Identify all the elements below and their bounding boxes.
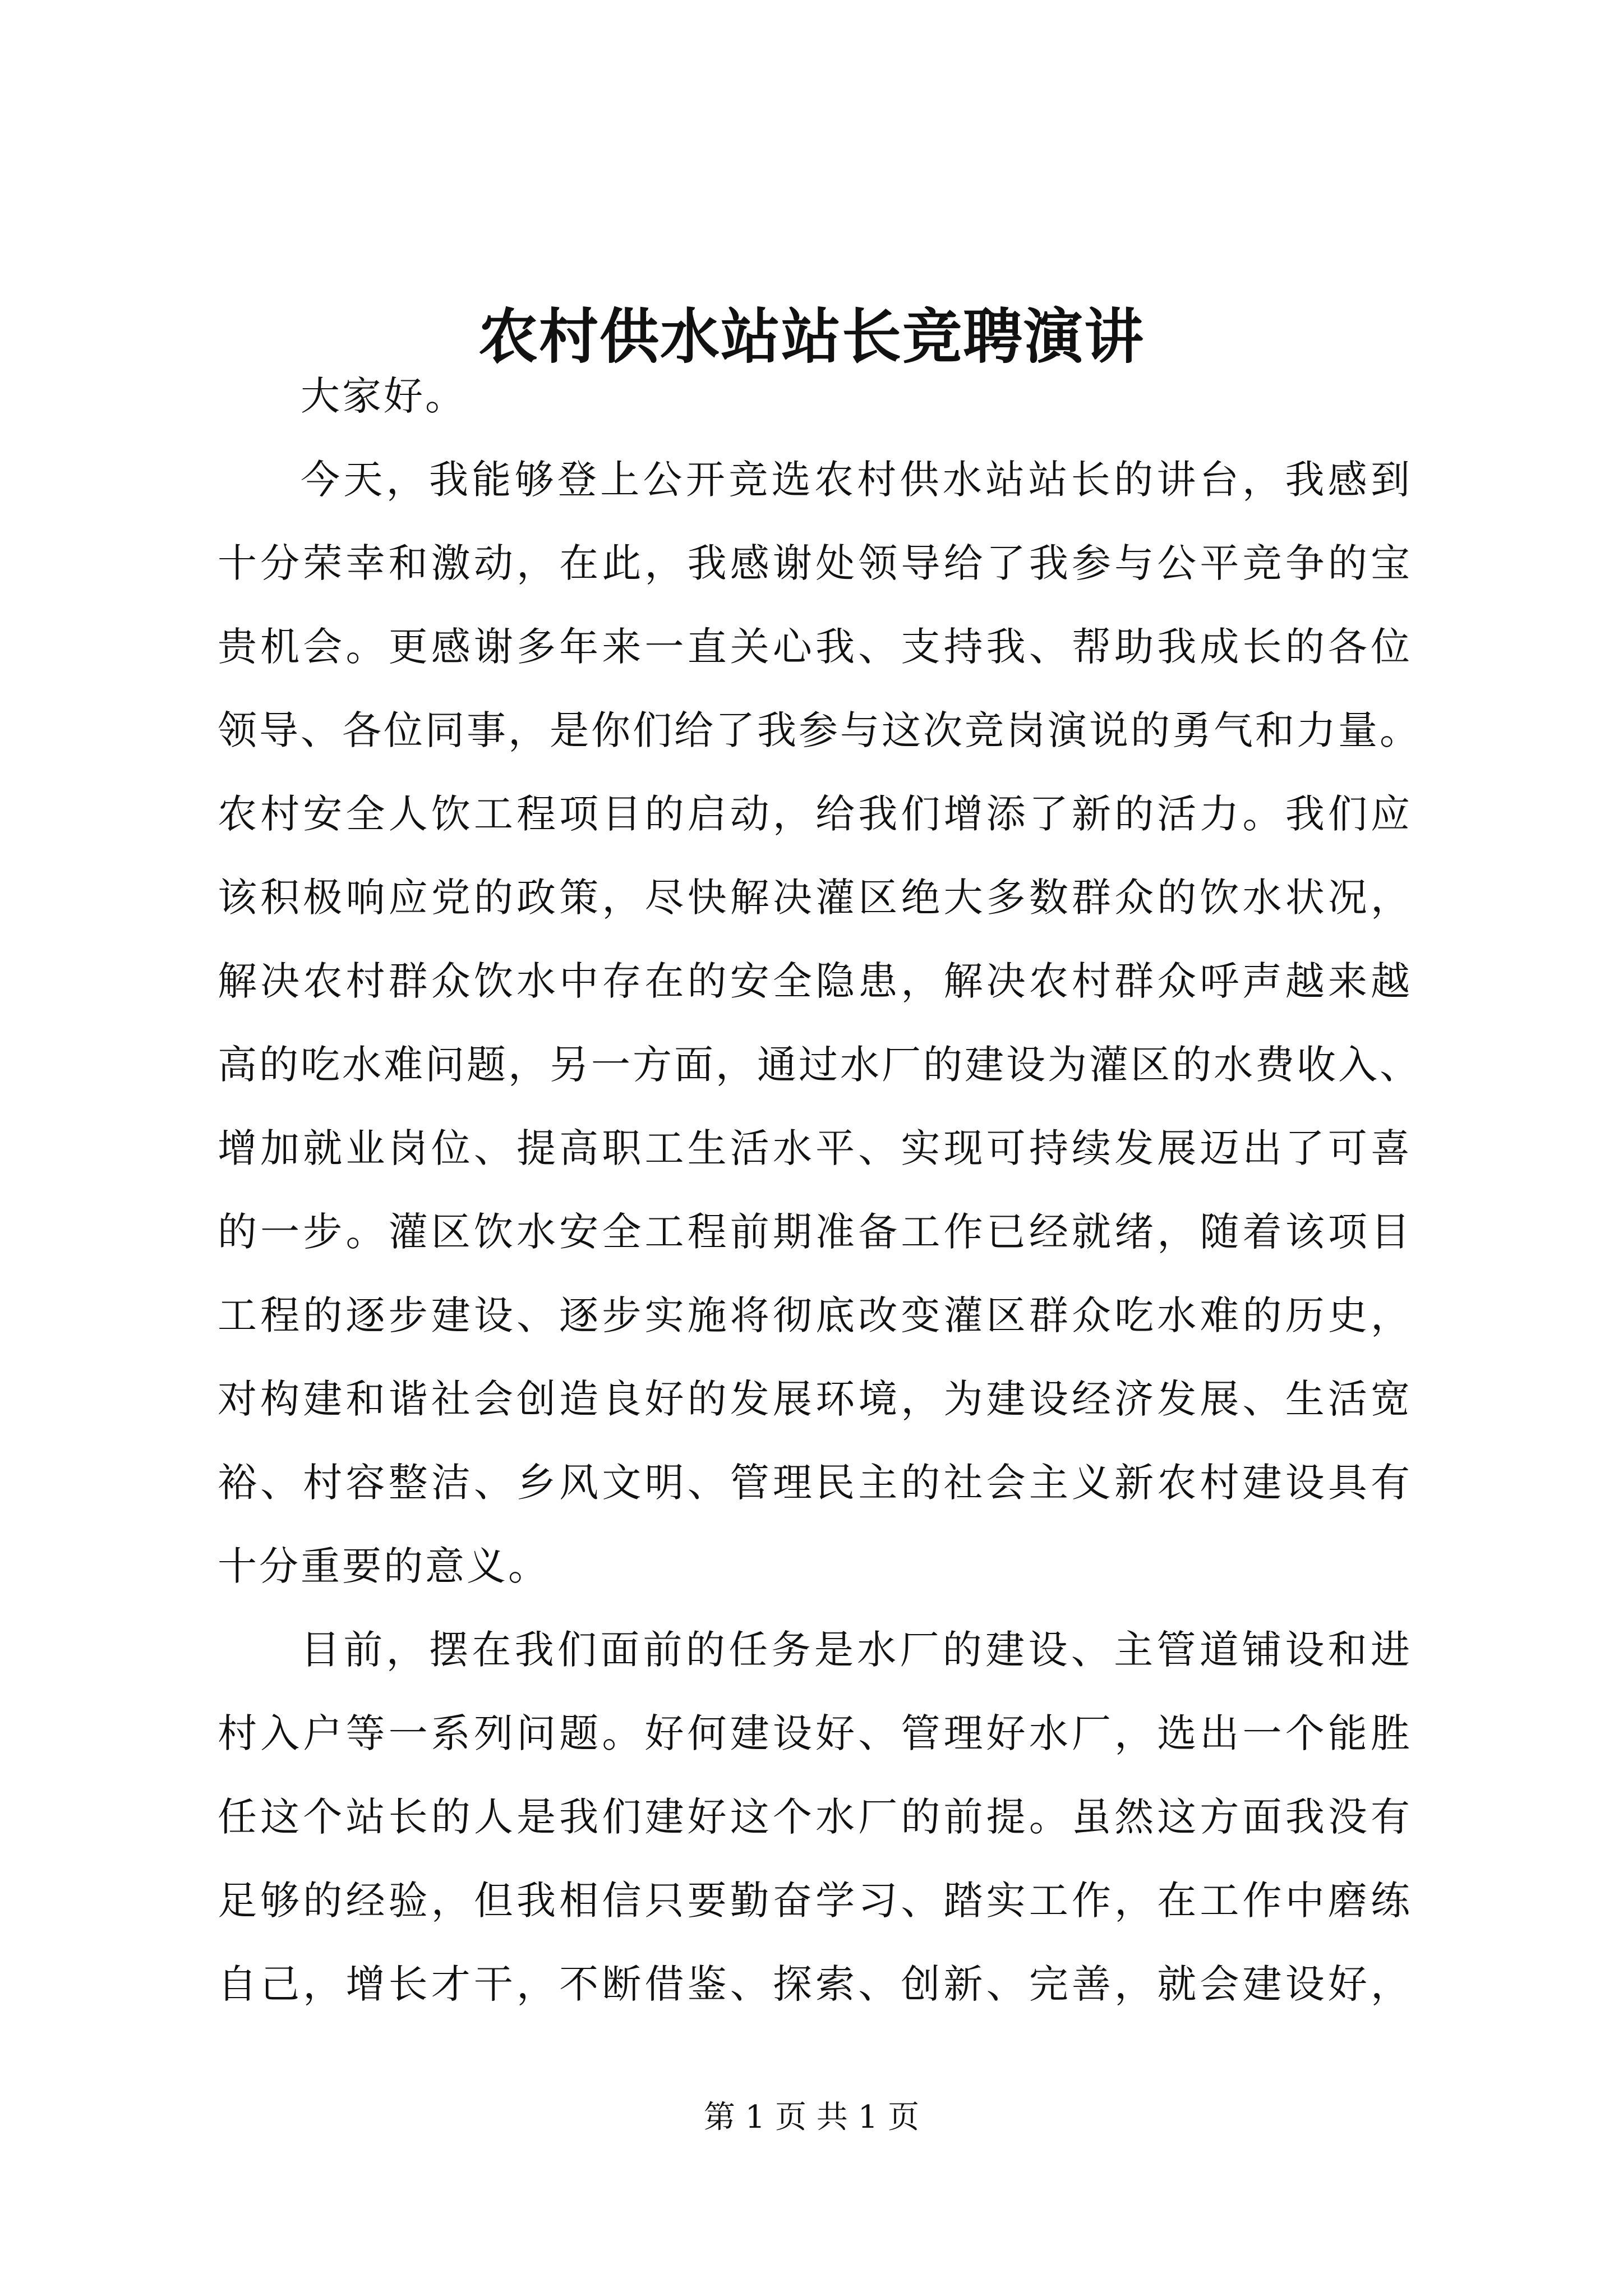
body-line: 十分荣幸和激动，在此，我感谢处领导给了我参与公平竞争的宝 xyxy=(218,540,1412,586)
body-line: 今天，我能够登上公开竞选农村供水站站长的讲台，我感到 xyxy=(301,457,1412,503)
body-line: 该积极响应党的政策，尽快解决灌区绝大多数群众的饮水状况， xyxy=(218,875,1412,921)
body-line: 裕、村容整洁、乡风文明、管理民主的社会主义新农村建设具有 xyxy=(218,1460,1412,1506)
body-line: 贵机会。更感谢多年来一直关心我、支持我、帮助我成长的各位 xyxy=(218,624,1412,670)
body-line: 大家好。 xyxy=(301,373,467,419)
body-line: 农村安全人饮工程项目的启动，给我们增添了新的活力。我们应 xyxy=(218,791,1412,837)
body-line: 的一步。灌区饮水安全工程前期准备工作已经就绪，随着该项目 xyxy=(218,1209,1412,1255)
document-title: 农村供水站站长竞聘演讲 xyxy=(478,301,1145,371)
body-line: 任这个站长的人是我们建好这个水厂的前提。虽然这方面我没有 xyxy=(218,1794,1412,1840)
body-line: 村入户等一系列问题。好何建设好、管理好水厂，选出一个能胜 xyxy=(218,1710,1412,1756)
body-line: 对构建和谐社会创造良好的发展环境，为建设经济发展、生活宽 xyxy=(218,1376,1412,1422)
body-line: 增加就业岗位、提高职工生活水平、实现可持续发展迈出了可喜 xyxy=(218,1125,1412,1171)
page-footer: 第 1 页 共 1 页 xyxy=(703,2099,920,2136)
body-line: 十分重要的意义。 xyxy=(218,1543,550,1589)
body-line: 自己，增长才干，不断借鉴、探索、创新、完善，就会建设好， xyxy=(218,1961,1412,2007)
body-line: 足够的经验，但我相信只要勤奋学习、踏实工作，在工作中磨练 xyxy=(218,1878,1412,1924)
body-line: 高的吃水难问题，另一方面，通过水厂的建设为灌区的水费收入、 xyxy=(218,1042,1421,1088)
body-line: 领导、各位同事，是你们给了我参与这次竞岗演说的勇气和力量。 xyxy=(218,707,1421,753)
document-body xyxy=(218,355,1421,2026)
body-line: 工程的逐步建设、逐步实施将彻底改变灌区群众吃水难的历史， xyxy=(218,1292,1412,1338)
body-line: 解决农村群众饮水中存在的安全隐患，解决农村群众呼声越来越 xyxy=(218,958,1412,1004)
body-line: 目前，摆在我们面前的任务是水厂的建设、主管道铺设和进 xyxy=(301,1627,1412,1673)
